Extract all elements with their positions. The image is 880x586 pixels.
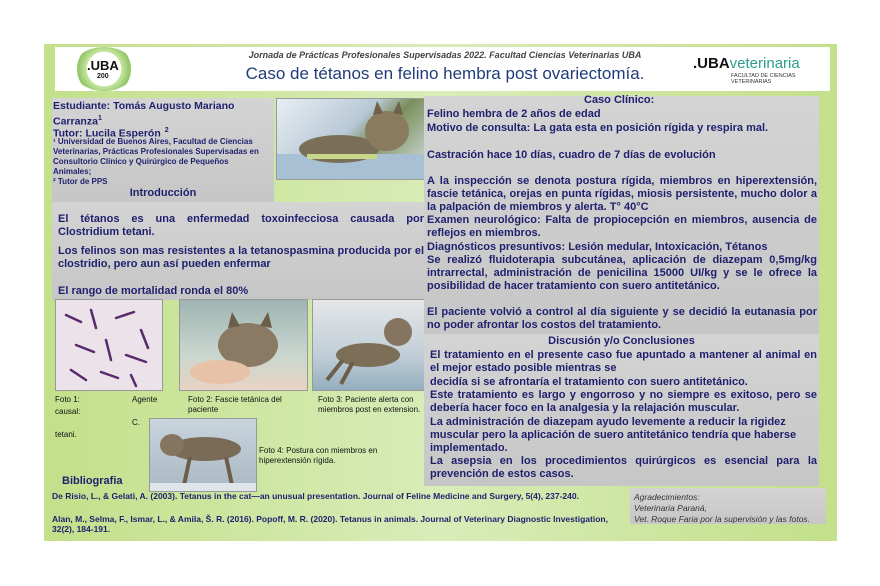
case-line-6: Diagnósticos presuntivos: Lesión medular, Intoxicación, Tétanos [427,241,768,253]
affiliation-1: ¹ Universidad de Buenos Aires, Facultad de Ciencias Veterinarias, Prácticas Profesionales Supervisadas en Consultorio Clínico y Quirúrgico de Pequeños Animales; [53,137,259,176]
poster-subtitle: Jornada de Prácticas Profesionales Supervisadas 2022. Facultad Ciencias Veterinarias UBA [248,50,642,60]
caption-1b: Agente [132,395,158,404]
bacteria-art [56,300,162,390]
poster-header [55,47,830,91]
student-name [53,100,243,128]
case-line-1: Felino hembra de 2 años de edad [427,108,601,120]
affiliation-2: ² Tutor de PPS [53,177,108,186]
caption-1c: causal: [55,407,81,416]
photo-4-posture [149,418,257,492]
intro-p1: El tétanos es una enfermedad toxoinfecciosa causada por Clostridium tetani. [58,213,424,238]
bibliography-ref-1: De Risio, L., & Gelati, A. (2003). Tetanus in the cat—an unusual presentation. Journal of Feline Medicine and Surgery, 5(4), 237-240. [52,491,579,501]
case-line-4: A la inspección se denota postura rígida, miembros en hiperextensión, fascie tetánica, orejas en punta rígidas, miosis persistente, mucho dolor a la palpación de miembros y alerta. T° 40°C [427,175,817,213]
bibliography-heading: Bibliografia [62,475,123,487]
discussion-heading: Discusión y/o Conclusiones [548,335,695,347]
poster-title: Caso de tétanos en felino hembra post ovariectomía. [245,64,645,83]
uba-200-logo-text: .UBA [87,58,119,73]
student-name-text: Estudiante: Tomás Augusto Mariano Carranza [53,100,235,127]
case-line-3: Castración hace 10 días, cuadro de 7 días de evolución [427,149,716,161]
case-line-2: Motivo de consulta: La gata esta en posición rígida y respira mal. [427,122,769,134]
uba-200-logo [73,47,135,91]
uba-veterinaria-sub: FACULTAD DE CIENCIAS VETERINARIAS [731,73,796,85]
intro-heading: Introducción [129,187,197,199]
case-line-5: Examen neurológico: Falta de propiocepción en miembros, ausencia de reflejos en miembros. [427,214,817,239]
caption-3: Foto 3: Paciente alerta con miembros post en extension. [318,395,421,414]
caption-1d: C. [132,418,140,427]
caption-1e: tetani. [55,430,77,439]
discussion-p1: El tratamiento en el presente caso fue apuntado a mantener al animal en el mejor estado posible mientras se [430,349,817,374]
intro-p2: Los felinos son mas resistentes a la tetanospasmina producida por el clostridio, pero aun así pueden enfermar [58,245,424,270]
photo-2-face [179,299,308,391]
caption-1a: Foto 1: [55,395,80,404]
uba-veterinaria-logo [693,55,828,85]
photo-1-bacteria [55,299,163,391]
photo-3-art [313,300,425,390]
photo-4-art [150,419,256,491]
thanks-line-1: Veterinaria Paraná, [634,503,707,513]
uba-veterinaria-main: .UBA [693,55,730,72]
case-line-8: El paciente volvió a control al día siguiente y se decidió la eutanasia por no poder afrontar los costos del tratamiento. [427,306,817,331]
tutor-sup: 2 [164,127,169,134]
discussion-p2: decidía si se afrontaría el tratamiento con suero antitetánico. [430,376,748,388]
bibliography-ref-2: Alan, M., Selma, F., Ismar, L., & Amila, Š. R. (2016). Popoff, M. R. (2020). Tetanus in animals. Journal of Veterinary Diagnostic Investigation, 32(2), 184-191. [52,514,608,534]
cat-photo-top [276,98,426,180]
cat-photo-top-art [277,99,425,179]
photo-3-alert [312,299,426,391]
thanks-line-2: Vet. Roque Faria por la supervisión y las fotos. [634,514,810,524]
thanks-title: Agradecimientos: [634,492,700,502]
uba-veterinaria-accent: veterinaria [729,55,800,72]
case-heading: Caso Clínico: [584,94,655,106]
discussion-p3: Este tratamiento es largo y engorroso y no siempre es exitoso, pero se debería hacer foco en la analgesia y la relajación muscular. [430,389,817,414]
case-line-7: Se realizó fluidoterapia subcutánea, aplicación de diazepam 0,5mg/kg intrarrectal, administración de penicilina 15000 UI/kg y se le ofrece la posibilidad de hacer tratamiento con suero antitetánico. [427,254,817,292]
discussion-p5: La asepsia en los procedimientos quirúrgicos es esencial para la prevención de estos casos. [430,455,817,480]
caption-4: Foto 4: Postura con miembros en hiperextensión rígida. [259,446,378,465]
tutor-name-text: Tutor: Lucila Esperón [53,127,161,140]
intro-p3: El rango de mortalidad ronda el 80% [58,285,249,297]
uba-200-logo-sub: 200 [97,73,109,80]
photo-2-art [180,300,307,390]
caption-2: Foto 2: Fascie tetánica del paciente [188,395,282,414]
discussion-p4: La administración de diazepam ayudo levemente a reducir la rigidez muscular pero la aplicación de suero antitetánico tendría que haberse implementado. [430,416,797,454]
student-sup: 1 [97,114,102,122]
